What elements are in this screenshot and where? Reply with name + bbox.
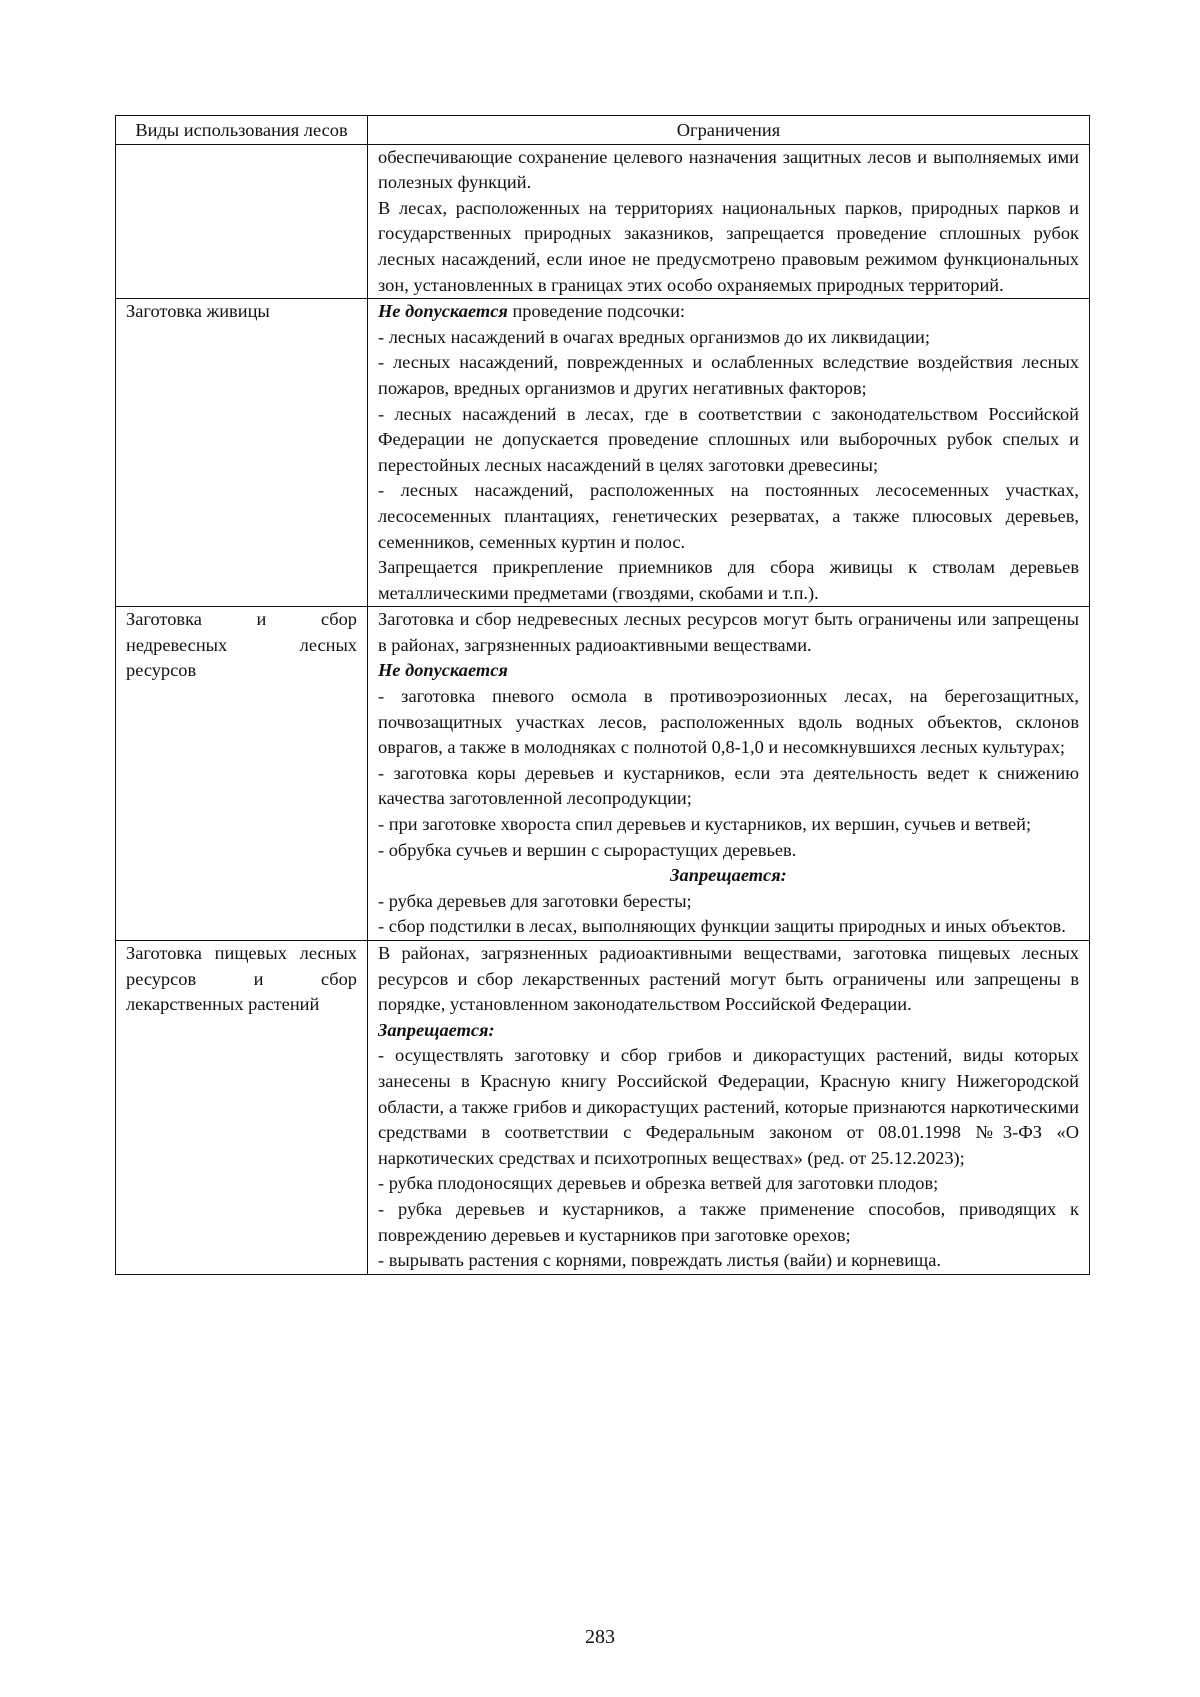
- restriction-paragraph: [378, 478, 1079, 555]
- restriction-paragraph: [378, 941, 1079, 1018]
- paragraph-text: - рубка плодоносящих деревьев и обрезка ветвей для заготовки плодов;: [378, 1173, 939, 1194]
- table-row: [116, 941, 1090, 1275]
- restriction-paragraph: [378, 145, 1079, 196]
- paragraph-text: - заготовка пневого осмола в противоэрозионных лесах, на берегозащитных, почвозащитных участках лесов, расположенных вдоль водных объектов, склонов оврагов, а также в молодняках с полнотой 0,8-1,0 и несомкнувшихся лесных культурах;: [378, 686, 1079, 758]
- restriction-paragraph: [378, 761, 1079, 812]
- row-use-type: Заготовка пищевых лесных ресурсов и сбор лекарственных растений: [116, 941, 368, 1275]
- row-restrictions: [368, 299, 1090, 607]
- restriction-paragraph: [378, 914, 1079, 940]
- restriction-paragraph: [378, 1248, 1079, 1274]
- restrictions-table: [115, 115, 1090, 1275]
- paragraph-text: - вырывать растения с корнями, повреждать листья (вайи) и корневища.: [378, 1250, 941, 1271]
- restriction-paragraph: [378, 607, 1079, 658]
- paragraph-text: Заготовка и сбор недревесных лесных ресурсов могут быть ограничены или запрещены в районах, загрязненных радиоактивными веществами.: [378, 609, 1079, 655]
- restriction-paragraph: [378, 1197, 1079, 1248]
- paragraph-text: проведение подсочки:: [507, 301, 686, 322]
- restriction-paragraph: [378, 812, 1079, 838]
- row-use-type: Заготовка и сбор недревесных лесных ресурсов: [116, 607, 368, 941]
- table-header-row: [116, 116, 1090, 145]
- restriction-paragraph: [378, 555, 1079, 606]
- table-row: [116, 299, 1090, 607]
- paragraph-text: - обрубка сучьев и вершин с сырорастущих деревьев.: [378, 839, 797, 860]
- header-forest-use-types: Виды использования лесов: [116, 116, 368, 145]
- emphasis-label: Запрещается:: [378, 1019, 495, 1040]
- paragraph-text: Запрещается прикрепление приемников для сбора живицы к стволам деревьев металлическими предметами (гвоздями, скобами и т.п.).: [378, 557, 1079, 603]
- restriction-paragraph: [378, 196, 1079, 298]
- paragraph-text: - лесных насаждений в лесах, где в соответствии с законодательством Российской Федерации не допускается проведение сплошных или выборочных рубок спелых и перестойных лесных насаждений в целях заготовки древесины;: [378, 403, 1079, 475]
- restriction-paragraph: [378, 402, 1079, 479]
- row-restrictions: [368, 144, 1090, 299]
- paragraph-text: - лесных насаждений, расположенных на постоянных лесосеменных участках, лесосеменных плантациях, генетических резерватах, а также плюсовых деревьев, семенников, семенных куртин и полос.: [378, 480, 1079, 552]
- paragraph-text: - рубка деревьев для заготовки бересты;: [378, 890, 692, 911]
- emphasis-label: Не допускается: [378, 660, 508, 681]
- header-restrictions: Ограничения: [368, 116, 1090, 145]
- restriction-paragraph: [378, 325, 1079, 351]
- restriction-paragraph: [378, 299, 1079, 325]
- paragraph-text: обеспечивающие сохранение целевого назначения защитных лесов и выполняемых ими полезных функций.: [378, 146, 1079, 193]
- paragraph-text: - заготовка коры деревьев и кустарников, если эта деятельность ведет к снижению качества заготовленной лесопродукции;: [378, 762, 1079, 809]
- table-body: [116, 144, 1090, 1274]
- paragraph-text: - рубка деревьев и кустарников, а также применение способов, приводящих к повреждению деревьев и кустарников при заготовке орехов;: [378, 1198, 1079, 1245]
- table-row: [116, 607, 1090, 941]
- paragraph-text: - осуществлять заготовку и сбор грибов и дикорастущих растений, виды которых занесены в Красную книгу Российской Федерации, Красную книгу Нижегородской области, а также грибов и дикорастущих растений, которые признаются наркотическими средствами в соответствии с Федеральным законом от 08.01.1998 №3-ФЗ «О наркотических средствах и психотропных веществах» (ред. от 25.12.2023);: [378, 1045, 1079, 1168]
- restriction-paragraph: [378, 889, 1079, 915]
- paragraph-text: В лесах, расположенных на территориях национальных парков, природных парков и государственных природных заказников, запрещается проведение сплошных рубок лесных насаждений, если иное не предусмотрено правовым режимом функциональных зон, установленных в границах этих особо охраняемых природных территорий.: [378, 197, 1079, 295]
- row-restrictions: [368, 941, 1090, 1275]
- row-use-type: [116, 144, 368, 299]
- paragraph-text: - лесных насаждений в очагах вредных организмов до их ликвидации;: [378, 326, 930, 347]
- emphasis-label: Запрещается:: [670, 865, 787, 886]
- paragraph-text: - сбор подстилки в лесах, выполняющих функции защиты природных и иных объектов.: [378, 916, 1066, 937]
- paragraph-text: - лесных насаждений, поврежденных и ослабленных вследствие воздействия лесных пожаров, вредных организмов и других негативных факторов;: [378, 352, 1079, 398]
- row-restrictions: [368, 607, 1090, 941]
- table-row: [116, 144, 1090, 299]
- restriction-paragraph: [378, 863, 1079, 889]
- restriction-paragraph: [378, 658, 1079, 684]
- restriction-paragraph: [378, 350, 1079, 401]
- row-use-type: Заготовка живицы: [116, 299, 368, 607]
- restriction-paragraph: [378, 1018, 1079, 1044]
- emphasis-label: Не допускается: [378, 301, 508, 322]
- restriction-paragraph: [378, 684, 1079, 761]
- restriction-paragraph: [378, 838, 1079, 864]
- paragraph-text: В районах, загрязненных радиоактивными веществами, заготовка пищевых лесных ресурсов и сбор лекарственных растений могут быть ограничены или запрещены в порядке, установленном законодательством Российской Федерации.: [378, 943, 1079, 1015]
- restriction-paragraph: [378, 1043, 1079, 1171]
- restriction-paragraph: [378, 1171, 1079, 1197]
- page-number: 283: [585, 1626, 615, 1648]
- paragraph-text: - при заготовке хвороста спил деревьев и кустарников, их вершин, сучьев и ветвей;: [378, 814, 1032, 835]
